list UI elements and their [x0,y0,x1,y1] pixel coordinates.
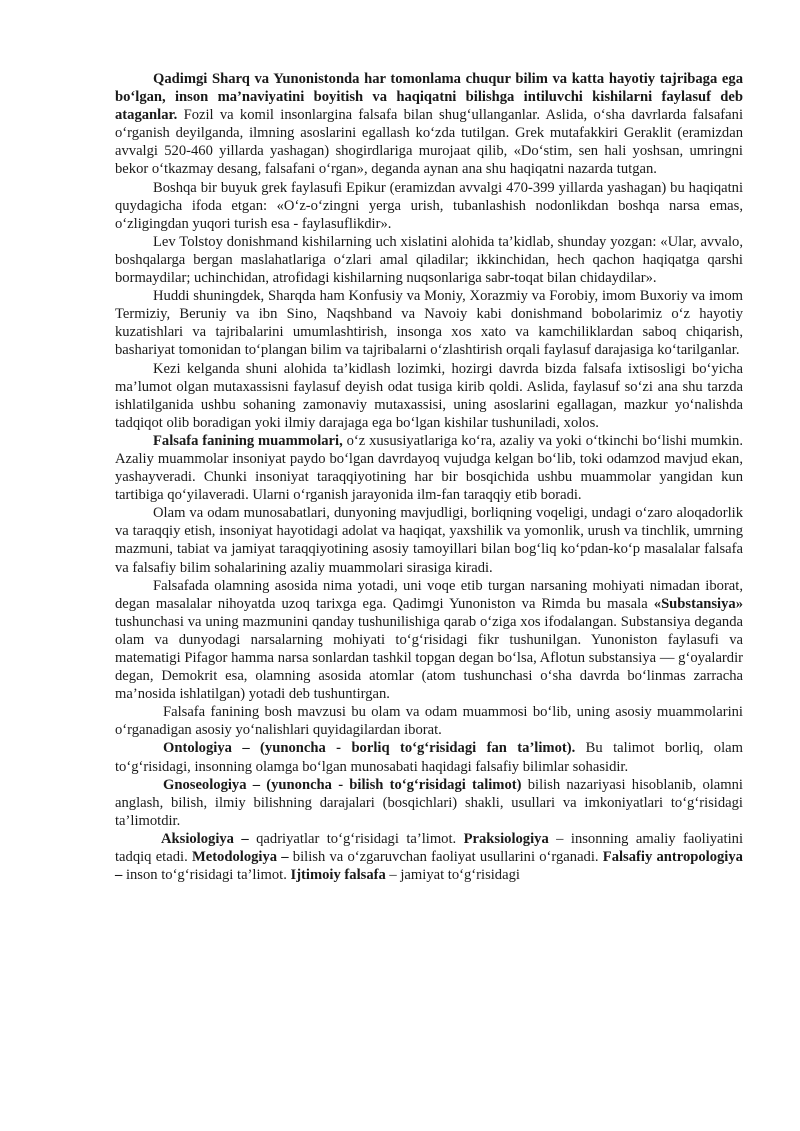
paragraph-eastern-scholars: Huddi shuningdek, Sharqda ham Konfusiy va Moniy, Xorazmiy va Forobiy, imom Buxoriy va imom Termiziy, Beruniy va ibn Sino, Naqshband va Navoiy kabi donishmand bobolarimiz o‘z hayotiy kuzatishlari va tajribalarini umumlashtirish, insonga xos xato va kamchiliklardan saboq chiqarish, bashariyat tomonidan to‘plangan bilim va tajribalarni o‘zlashtirish orqali faylasuf darajasiga ko‘tarilganlar. [115,288,743,359]
paragraph-philosopher-definition [115,70,743,179]
paragraph-text: bilish va o‘zgaruvchan faoliyat usullarini o‘rganadi. [288,849,603,866]
paragraph-substance [115,577,743,704]
bold-term-praxiology: Praksiologiya [463,830,549,847]
bold-term-gnoseology: Gnoseologiya – (yunoncha - bilish to‘g‘risidagi talimot) [163,776,522,793]
paragraph-text: inson to‘g‘risidagi ta’limot. [122,867,291,884]
paragraph-text: tushunchasi va uning mazmunini qanday tushunilishiga qarab o‘ziga xos ifodalangan. Substansiya deganda olam va dunyodagi narsalarning mohiyati to‘g‘risidagi fikr tushunilgan. Yunoniston faylasufi va matematigi Pifagor hamma narsa sonlardan tashkil topgan degan bo‘lsa, Aflotun substansiya — g‘oyalardir degan, Demokrit esa, olamning asosida atomlar (atom tushunchasi o‘sha davrda bo‘linmas zarracha ma’nosida ishlatilgan) yotadi deb tushuntirgan. [115,613,743,703]
paragraph-text: – insonning amaliy faoliyatini tadqiq etadi. [115,830,743,866]
bold-term-substansiya: «Substansiya» [653,595,743,612]
paragraph-text: Bu talimot borliq, olam to‘g‘risidagi, insonning olamga bo‘lgan munosabati haqidagi falsafiy bilimlar sohasidir. [115,740,743,775]
paragraph-text: qadriyatlar to‘g‘risidagi ta’limot. [248,830,464,847]
bold-term-axiology: Aksiologiya – [161,830,249,847]
paragraph-eternal-problems: Olam va odam munosabatlari, dunyoning mavjudligi, borliqning voqeligi, undagi o‘zaro aloqadorlik va taraqqiy etish, insoniyat hayotidagi adolat va haqiqat, yaxshilik va yomonlik, urush va tinchlik, umrning mazmuni, tabiat va jamiyat taraqqiyotining asosiy tamoyillari bilan bog‘liq ko‘pdan-ko‘p masalalar falsafa va falsafiy bilim sohalarining azaliy muammolari sirasiga kiradi. [115,505,743,576]
paragraph-other-disciplines [115,830,743,884]
paragraph-text: bilish nazariyasi hisoblanib, olamni anglash, bilish, ilmiy bilishning darajalari (bosqichlari) shakli, usullari va imkoniyatlari to‘g‘risidagi ta’limotdir. [115,776,743,829]
paragraph-main-directions: Falsafa fanining bosh mavzusi bu olam va odam muammosi bo‘lib, uning asosiy muammolarini o‘rganadigan asosiy yo‘nalishlari quyidagilardan iborat. [115,704,743,739]
paragraph-epikur: Boshqa bir buyuk grek faylasufi Epikur (eramizdan avvalgi 470-399 yillarda yashagan) bu haqiqatni quydagicha ifoda etgan: «O‘z-o‘zingni yerga urish, tubanlashish nodonlikdan boshqa narsa emas, o‘zligingdan yuqori turish esa - faylasuflikdir». [115,179,743,232]
paragraph-philosophy-problems [115,432,743,504]
bold-lead: Qadimgi Sharq va Yunonistonda har tomonlama chuqur bilim va katta hayotiy tajribaga ega bo‘lgan, inson ma’naviyatini boyitish va haqiqatni bilishga intiluvchi kishilarni faylasuf deb ataganlar. [115,71,743,124]
paragraph-text: Falsafada olamning asosida nima yotadi, uni voqe etib turgan narsaning mohiyati nimadan iborat, degan masalalar nihoyatda uzoq tarixga ega. Qadimgi Yunoniston va Rimda bu masala [115,577,743,612]
paragraph-text: Fozil va komil insonlargina falsafa bilan shug‘ullanganlar. Aslida, o‘sha davrlarda falsafani o‘rganish deyilganda, ilmning asoslarini egallash ko‘zda tutilgan. Grek mutafakkiri Geraklit (eramizdan avvalgi 520-460 yillarda yashagan) shogirdlariga murojaat qilib, «Do‘stim, sen hali yoshsan, umringni bekor o‘tkazmay desang, falsafani o‘rgan», deganda aynan ana shu haqiqatni nazarda tutgan. [115,107,743,178]
bold-term-methodology: Metodologiya – [191,849,289,866]
document-page [115,70,743,884]
bold-lead: Falsafa fanining muammolari, [153,432,343,449]
paragraph-tolstoy: Lev Tolstoy donishmand kishilarning uch xislatini alohida ta’kidlab, shunday yozgan: «Ular, avvalo, boshqalarga bergan maslahatlariga o‘zlari amal qiladilar; ikkinchidan, hech qachon haqiqatga qarshi bormaydilar; uchinchidan, atrofidagi kishilarning nuqsonlariga sabr-toqat bilan chidaydilar». [115,233,743,287]
paragraph-text: – jamiyat to‘g‘risidagi [385,867,520,884]
bold-term-anthropology: Falsafiy antropologiya – [115,849,743,884]
paragraph-modern-philosopher: Kezi kelganda shuni alohida ta’kidlash lozimki, hozirgi davrda bizda falsafa ixtisosligi bo‘yicha ma’lumot olgan mutaxassisni faylasuf deyish odat tusiga kirib qoldi. Aslida, faylasuf so‘zi ana shu tarzda ishlatilganida ushbu sohaning zamonaviy mutaxassisi, uning asoslarini egallagan, mazkur yo‘nalishda tadqiqot olib boradigan yoki ilmiy darajaga ega bo‘lgan kishilar tushuniladi, xolos. [115,360,743,431]
bold-term-social-philosophy: Ijtimoiy falsafa [290,867,386,884]
paragraph-text: o‘z xususiyatlariga ko‘ra, azaliy va yoki o‘tkinchi bo‘lishi mumkin. Azaliy muammolar insoniyat paydo bo‘lgan davrdayoq vujudga kelgan bo‘lib, toki odamzod mavjud ekan, yashayveradi. Chunki insoniyat taraqqiyotining har bir bosqichida ushbu muammolar yangidan kun tartibiga qo‘yilaveradi. Ularni o‘rganish jarayonida ilm-fan taraqqiy etib boradi. [115,432,743,504]
bold-term-ontology: Ontologiya – (yunoncha - borliq to‘g‘risidagi fan ta’limot). [163,740,576,757]
paragraph-ontology [115,739,743,775]
paragraph-gnoseology [115,776,743,830]
